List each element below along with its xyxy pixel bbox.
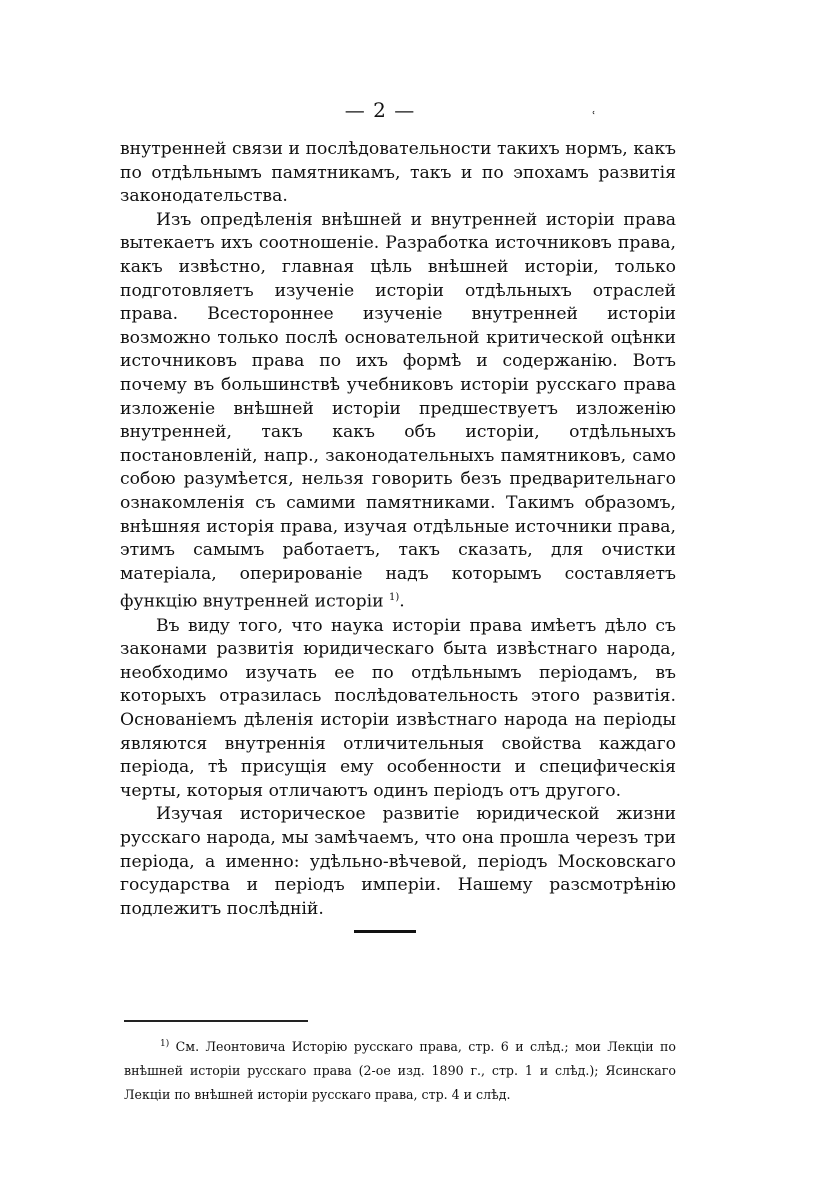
section-divider: [354, 930, 416, 933]
paragraph-text: Изъ опредѣленія внѣшней и внутренней исторіи права вытекаетъ ихъ соотношеніе. Разработка источниковъ права, какъ извѣстно, главная цѣль внѣшней исторіи, только подготовляетъ изученіе исторіи отдѣльныхъ отраслей права. Всестороннее изученіе внутренней исторіи возможно только послѣ основательной критической оцѣнки источниковъ права по ихъ формѣ и содержанію. Вотъ почему въ большинствѣ учебниковъ исторіи русскаго права изложеніе внѣшней исторіи предшествуетъ изложенію внутренней, такъ какъ объ исторіи, отдѣльныхъ постановленій, напр., законодательныхъ памятниковъ, само собою разумѣется, нельзя говорить безъ предварительнаго ознакомленія съ самими памятниками. Такимъ образомъ, внѣшняя исторія права, изучая отдѣльные источники права, этимъ самымъ работаетъ, такъ сказать, для очистки матеріала, оперированіе надъ которымъ составляетъ функцію внутренней исторіи: [120, 209, 676, 613]
page-number: — 2 —: [344, 98, 416, 122]
footnote-marker: 1): [160, 1039, 170, 1049]
paragraph-russian-periods: Изучая историческое развитіе юридической жизни русскаго народа, мы замѣчаемъ, что она прошла черезъ три періода, а именно: удѣльно-вѣчевой, періодъ Московскаго государства и періодъ имперіи. Нашему разсмотрѣнію подлежитъ послѣдній.: [120, 804, 676, 919]
footnote: [124, 1032, 676, 1107]
stray-ink-mark: ˓: [592, 106, 596, 120]
footnote-rule: [124, 1020, 308, 1022]
footnote-reference[interactable]: 1): [389, 592, 400, 604]
paragraph-history-relation: [120, 209, 676, 615]
paragraph-continuation: внутренней связи и послѣдовательности такихъ нормъ, какъ по отдѣльнымъ памятникамъ, такъ и по эпохамъ развитія законодательства.: [120, 139, 676, 207]
footnote-text: См. Леонтовича Исторію русскаго права, стр. 6 и слѣд.; мои Лекціи по внѣшней исторіи русскаго права (2-ое изд. 1890 г., стр. 1 и слѣд.); Ясинскаго Лекціи по внѣшней исторіи русскаго права, стр. 4 и слѣд.: [124, 1039, 676, 1103]
main-text: [120, 138, 676, 921]
paragraph-periodization: Въ виду того, что наука исторіи права имѣетъ дѣло съ законами развитія юридическаго быта извѣстнаго народа, необходимо изучать ее по отдѣльнымъ періодамъ, въ которыхъ отразилась послѣдовательность этого развитія. Основаніемъ дѣленія исторіи извѣстнаго народа на періоды являются внутреннія отличительныя свойства каждаго періода, тѣ присущія ему особенности и специфическія черты, которыя отличаютъ одинъ періодъ отъ другого.: [120, 615, 676, 801]
footnote-body: [124, 1032, 676, 1107]
paragraph-tail: .: [399, 592, 405, 613]
